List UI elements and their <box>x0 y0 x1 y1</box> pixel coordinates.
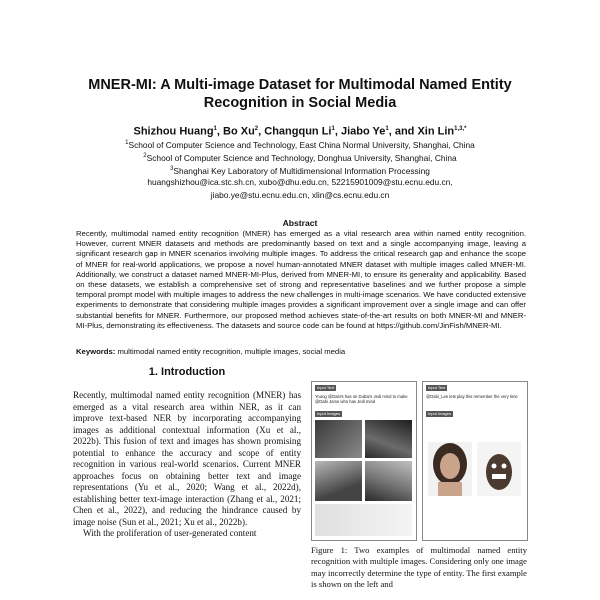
example-output-area-left <box>315 504 412 536</box>
affiliation-mark: 2 <box>143 153 147 159</box>
example-image-2 <box>365 420 412 458</box>
affiliation-mark: 3 <box>170 166 174 172</box>
intro-paragraph-2: With the proliferation of user-generated content <box>83 528 257 538</box>
author-affil-mark: 1 <box>331 126 335 132</box>
author-separator: , <box>258 125 265 138</box>
example-image-1 <box>315 420 362 458</box>
input-text-left: Young @Dabi's has on Dubai's Jedi mind to make @Dabi Jamo who has Jedi mind <box>315 394 408 405</box>
author-separator: , <box>216 125 224 138</box>
affiliation-3 <box>40 164 560 177</box>
intro-paragraph-1: Recently, multimodal named entity recognition (MNER) has emerged as a vital research area within NER, as it can improve text-based NER by incorporating accompanying images as additional contextual information (Xu et al., 2022b). This fusion of text and images has shown promising potential to enhance the accuracy and scope of entity recognition in various real-world scenarios. Current MNER approaches focus on obtaining better text and image representations (Yu et al., 2020; Wang et al., 2022d), establishing better text-image interaction (Zhang et al., 2021; Chen et al., 2022), and reducing the hindrance caused by image noise (Sun et al., 2021; Xu et al., 2022b). <box>73 390 301 527</box>
author-separator-and: , and <box>388 125 418 138</box>
keywords-text: multimodal named entity recognition, multiple images, social media <box>115 347 346 356</box>
introduction-body <box>73 390 301 540</box>
author-affil-mark: 1,3,* <box>454 126 467 132</box>
affiliation-text: School of Computer Science and Technology, East China Normal University, Shanghai, China <box>128 139 475 150</box>
example-image-toy <box>477 442 521 496</box>
affiliation-text: Shanghai Key Laboratory of Multidimensional Information Processing <box>173 165 430 176</box>
abstract-heading: Abstract <box>282 218 318 228</box>
portrait-illustration <box>428 442 472 496</box>
author-name: Shizhou Huang <box>133 125 214 138</box>
figure-example-right <box>422 381 528 541</box>
affiliation-1 <box>40 138 560 151</box>
affiliation-2 <box>40 151 560 164</box>
input-text-label-right: Input Text <box>428 385 446 390</box>
example-image-3 <box>315 461 362 501</box>
author-affil-mark: 2 <box>254 126 259 132</box>
toy-illustration <box>477 442 521 496</box>
author-name: Xin Lin <box>417 125 455 138</box>
email-line-1: huangshizhou@ica.stc.sh.cn, xubo@dhu.edu.cn, 52215901009@stu.ecnu.edu.cn, <box>147 177 453 187</box>
paper-title-line-2: Recognition in Social Media <box>203 95 397 111</box>
figure-1-caption: Figure 1: Two examples of multimodal named entity recognition with multiple images. Considering only one image may incorrectly determine the type of entity. The first example is shown on the left and <box>311 545 527 589</box>
input-images-label-left: Input Images <box>317 411 341 416</box>
author-affil-mark: 1 <box>213 126 217 132</box>
keywords-line <box>76 347 526 357</box>
author-separator: , <box>334 125 341 138</box>
affiliation-mark: 1 <box>125 140 129 146</box>
section-heading-introduction: 1. Introduction <box>148 366 226 378</box>
input-text-right: @Dabi_Lee lets play this remember the very time <box>426 394 518 399</box>
author-name: Bo Xu <box>223 125 255 138</box>
paper-title <box>40 76 560 112</box>
author-affil-mark: 1 <box>385 126 389 132</box>
affiliation-text: School of Computer Science and Technology, Donghua University, Shanghai, China <box>146 152 457 163</box>
keywords-label: Keywords: <box>76 347 116 356</box>
author-name: Jiabo Ye <box>340 125 386 138</box>
paper-title-line-1: MNER-MI: A Multi-image Dataset for Multimodal Named Entity <box>88 77 512 93</box>
figure-1 <box>311 381 527 541</box>
example-image-portrait <box>428 442 472 496</box>
example-image-4 <box>365 461 412 501</box>
input-text-label-left: Input Text <box>317 385 335 390</box>
abstract-body: Recently, multimodal named entity recognition (MNER) has emerged as a vital research area within named entity recognition. However, current MNER datasets and methods are predominantly based on text and a single accompanying image, leaving a significant research gap in MNER scenarios involving multiple images. To address the critical research gap and enhance the scope of MNER for real-world applications, we propose a novel human-annotated MNER dataset with multiple images called MNER-MI. Additionally, we construct a dataset named MNER-MI-Plus, derived from MNER-MI, to ensure its generality and applicability. Based on these datasets, we establish a comprehensive set of strong and representative baselines and we further propose a simple temporal prompt model with multiple images to address the new challenges in multi-image scenarios. We have conducted extensive experiments to demonstrate that considering multiple images provides a significant improvement over a single image and can offer substantial benefits for MNER. Furthermore, our proposed method achieves state-of-the-art results on both MNER-MI and MNER-MI-Plus, demonstrating its effectiveness. The datasets and source code can be found at https://github.com/JinFish/MNER-MI. <box>76 229 526 330</box>
figure-example-left <box>311 381 417 541</box>
author-list <box>40 123 560 139</box>
input-images-label-right: Input Images <box>428 411 452 416</box>
email-line-2: jiabo.ye@stu.ecnu.edu.cn, xlin@cs.ecnu.edu.cn <box>210 190 390 200</box>
author-name: Changqun Li <box>264 125 332 138</box>
